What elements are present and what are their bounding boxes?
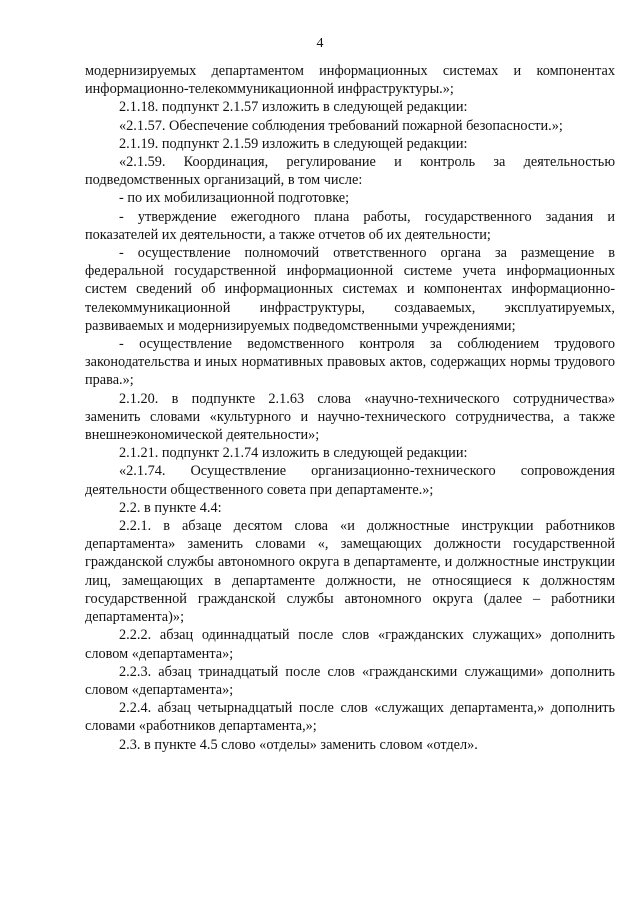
paragraph: 2.2.2. абзац одиннадцатый после слов «гражданских служащих» дополнить словом «департамента»; [85,627,615,662]
paragraph: 2.1.19. подпункт 2.1.59 изложить в следующей редакции: [119,135,468,152]
page-number: 4 [316,36,324,51]
paragraph: 2.2.4. абзац четырнадцатый после слов «служащих департамента,» дополнить словами «работников департамента,»; [85,700,615,735]
paragraph: - утверждение ежегодного плана работы, государственного задания и показателей их деятельности, а также отчетов об их деятельности; [85,208,615,243]
paragraph: 2.3. в пункте 4.5 слово «отделы» заменить словом «отдел». [119,736,478,753]
paragraph: 2.1.18. подпункт 2.1.57 изложить в следующей редакции: [119,99,468,116]
paragraph: 2.1.21. подпункт 2.1.74 изложить в следующей редакции: [119,445,468,462]
document-body [85,62,615,754]
paragraph: 2.2.1. в абзаце десятом слова «и должностные инструкции работников департамента» заменить словами «, замещающих должности государственной гражданской службы автономного округа в департаменте, и должностные инструкции лиц, замещающих в департаменте должности, не относящиеся к должностям государственной гражданской службы автономного округа (далее – работники департамента)»; [85,518,615,626]
paragraph: 2.2. в пункте 4.4: [119,499,222,516]
paragraph: 2.2.3. абзац тринадцатый после слов «гражданскими служащими» дополнить словом «департамента»; [85,663,615,698]
paragraph: - осуществление ведомственного контроля за соблюдением трудового законодательства и иных нормативных правовых актов, содержащих нормы трудового права.»; [85,336,615,389]
paragraph: 2.1.20. в подпункте 2.1.63 слова «научно-технического сотрудничества» заменить словами «культурного и научно-технического сотрудничества, а также внешнеэкономической деятельности»; [85,390,615,444]
paragraph: модернизируемых департаментом информационных системах и компонентах информационно-телекоммуникационной инфраструктуры.»; [85,63,615,98]
paragraph: - осуществление полномочий ответственного органа за размещение в федеральной государственной информационной системе учета информационных систем сведений об информационных системах и компонентах информационно-телекоммуникационной инфраструктуры, создаваемых, эксплуатируемых, развиваемых и модернизируемых подведомственными учреждениями; [85,245,615,334]
paragraph: «2.1.57. Обеспечение соблюдения требований пожарной безопасности.»; [119,117,563,134]
paragraph: «2.1.59. Координация, регулирование и контроль за деятельностью подведомственных организаций, в том числе: [85,154,615,189]
paragraph: «2.1.74. Осуществление организационно-технического сопровождения деятельности общественного совета при департаменте.»; [85,463,615,498]
paragraph: - по их мобилизационной подготовке; [119,190,350,207]
